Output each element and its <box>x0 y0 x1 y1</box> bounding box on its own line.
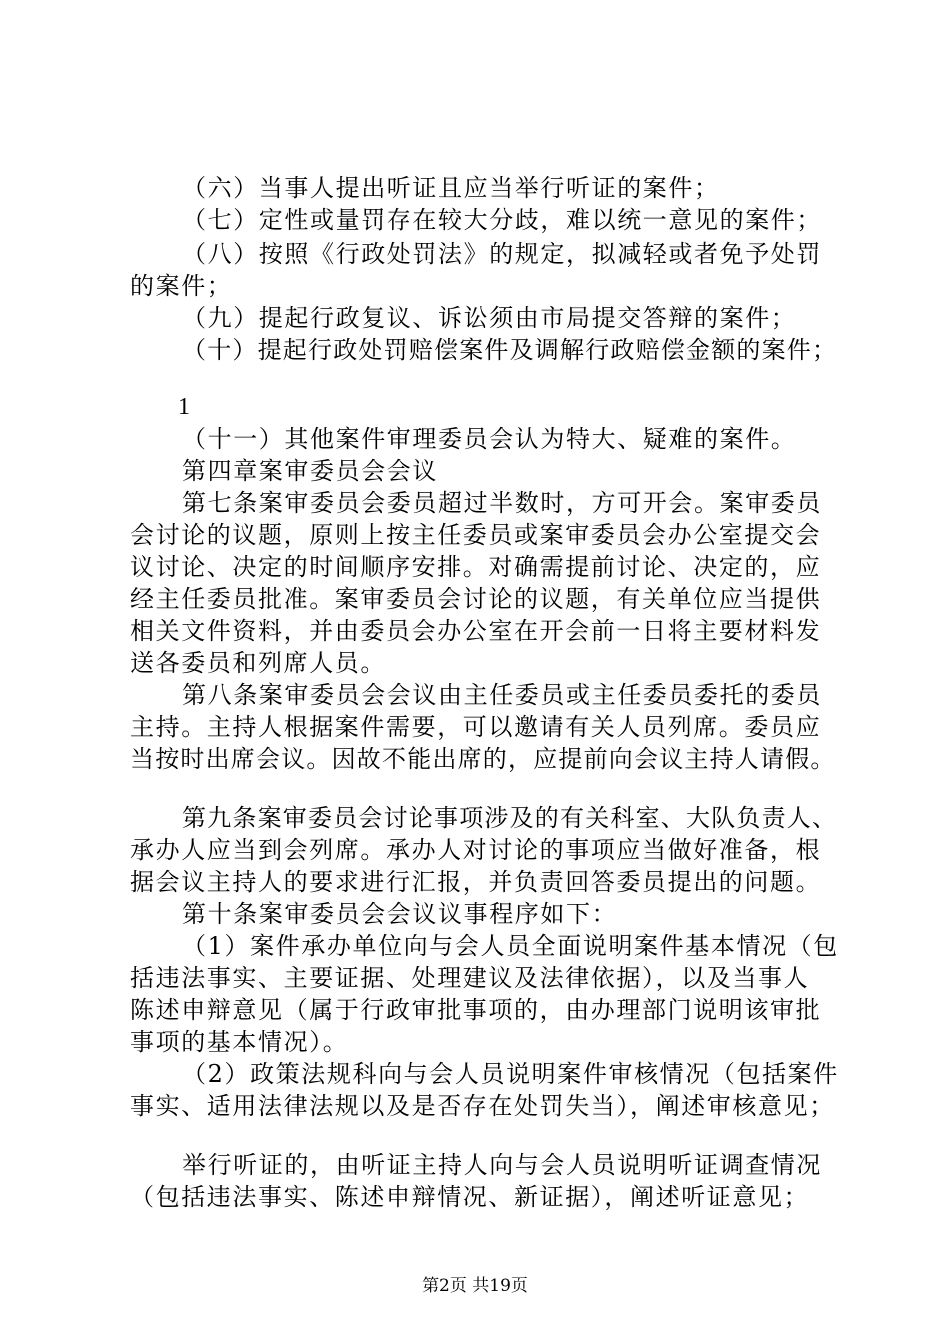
text-line: 第八条案审委员会会议由主任委员或主任委员委托的委员 <box>182 681 822 709</box>
text-line: （包括违法事实、陈述申辩情况、新证据），阐述听证意见； <box>130 1183 810 1211</box>
text-line: （九）提起行政复议、诉讼须由市局提交答辩的案件； <box>182 304 797 332</box>
text-line: （十）提起行政处罚赔偿案件及调解行政赔偿金额的案件； <box>182 336 838 364</box>
text-line: 第九条案审委员会讨论事项涉及的有关科室、大队负责人、 <box>182 804 838 832</box>
text-line: （十一）其他案件审理委员会认为特大、疑难的案件。 <box>182 425 797 453</box>
text-line: （八）按照《行政处罚法》的规定，拟减轻或者免予处罚 <box>182 240 822 268</box>
text-line: 事项的基本情况）。 <box>130 1028 349 1056</box>
text-line: 议讨论、决定的时间顺序安排。对确需提前讨论、决定的，应 <box>130 553 822 581</box>
text-line: 事实、适用法律法规以及是否存在处罚失当），阐述审核意见； <box>130 1092 835 1120</box>
chapter-heading: 第四章案审委员会会议 <box>182 457 438 485</box>
text-line: 经主任委员批准。案审委员会讨论的议题，有关单位应当提供 <box>130 585 822 613</box>
page-marker: 1 <box>178 394 190 420</box>
text-line: 第七条案审委员会委员超过半数时，方可开会。案审委员 <box>182 489 822 517</box>
text-line: 送各委员和列席人员。 <box>130 649 386 677</box>
text-line: 主持。主持人根据案件需要，可以邀请有关人员列席。委员应 <box>130 713 822 741</box>
text-line: 相关文件资料，并由委员会办公室在开会前一日将主要材料发 <box>130 617 822 645</box>
text-line: 的案件； <box>130 272 233 300</box>
text-line: 举行听证的，由听证主持人向与会人员说明听证调查情况 <box>182 1151 822 1179</box>
text-line: （六）当事人提出听证且应当举行听证的案件； <box>182 174 720 202</box>
text-line: 承办人应当到会列席。承办人对讨论的事项应当做好准备，根 <box>130 836 822 864</box>
text-line: 当按时出席会议。因故不能出席的，应提前向会议主持人请假。 <box>130 745 836 773</box>
text-line: （2）政策法规科向与会人员说明案件审核情况（包括案件 <box>182 1060 839 1088</box>
text-line: （七）定性或量罚存在较大分歧，难以统一意见的案件； <box>182 206 822 234</box>
text-line: 据会议主持人的要求进行汇报，并负责回答委员提出的问题。 <box>130 868 822 896</box>
page-footer: 第2页 共19页 <box>422 1276 528 1296</box>
text-line: （1）案件承办单位向与会人员全面说明案件基本情况（包 <box>182 932 839 960</box>
text-line: 会讨论的议题，原则上按主任委员或案审委员会办公室提交会 <box>130 521 822 549</box>
text-line: 陈述申辩意见（属于行政审批事项的，由办理部门说明该审批 <box>130 996 822 1024</box>
text-line: 第十条案审委员会会议议事程序如下： <box>182 900 618 928</box>
text-line: 括违法事实、主要证据、处理建议及法律依据），以及当事人 <box>130 964 810 992</box>
